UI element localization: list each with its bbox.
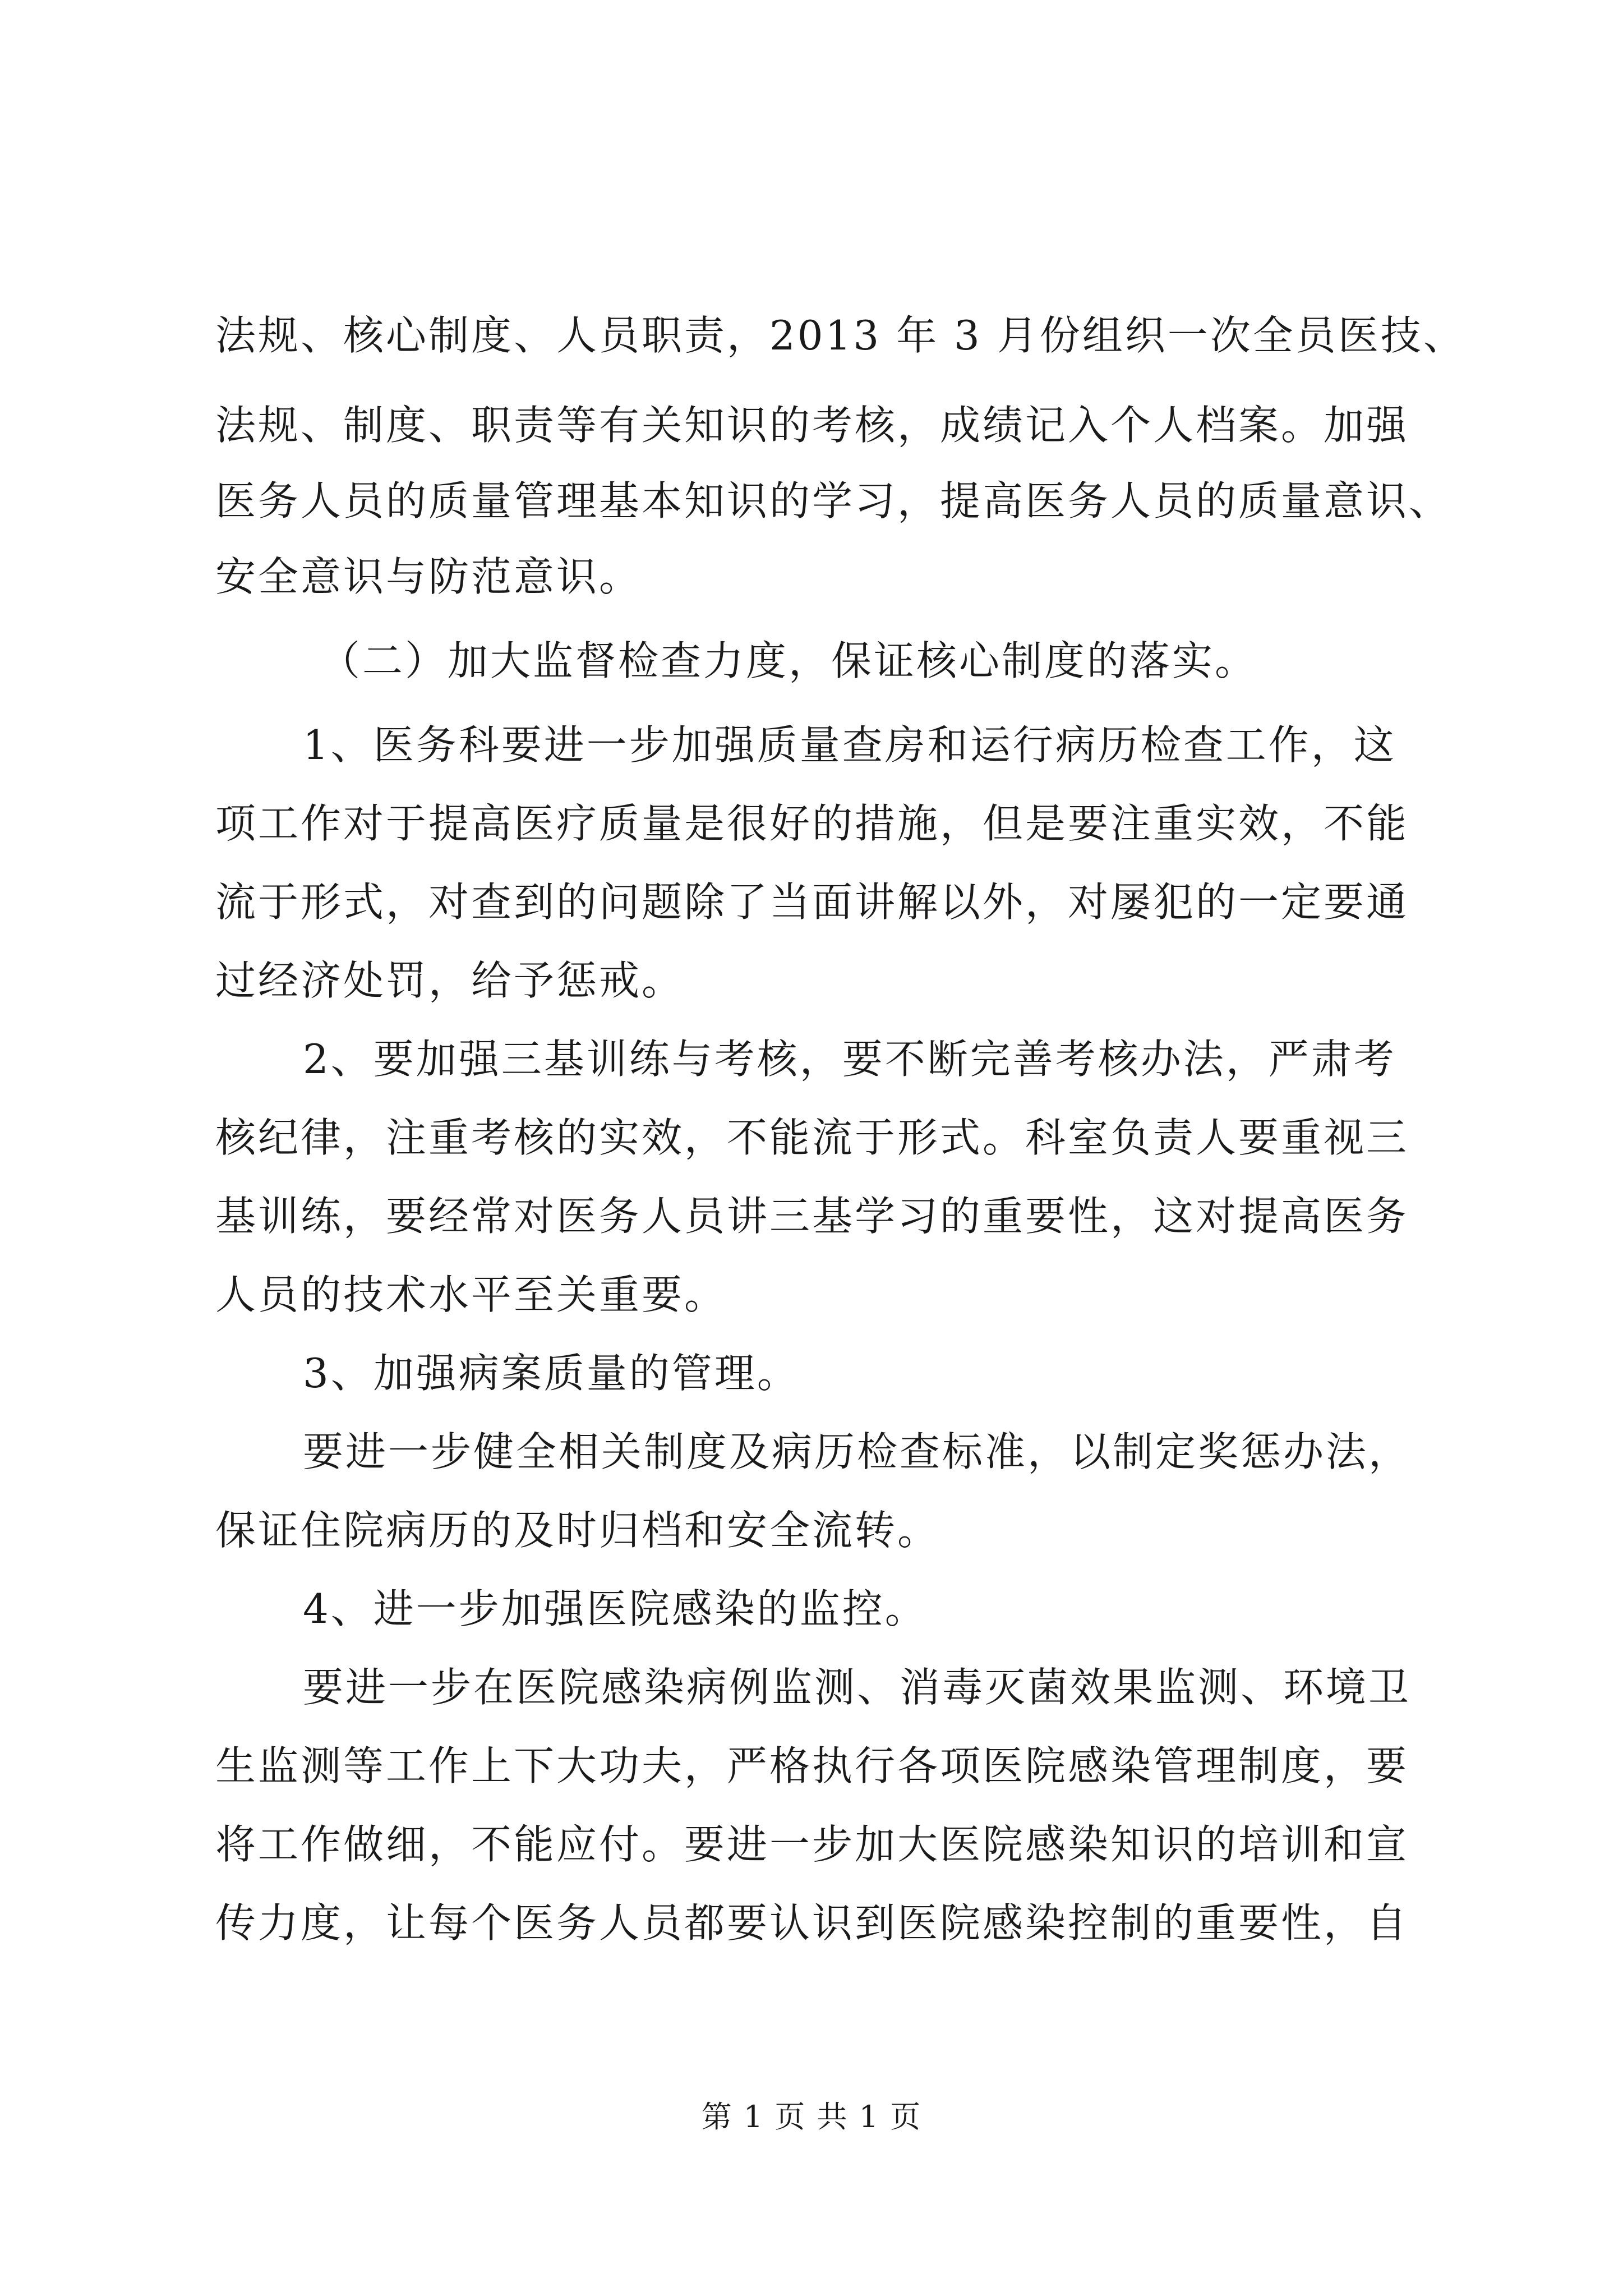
paragraph-line: 2、要加强三基训练与考核，要不断完善考核办法，严肃考 bbox=[303, 1036, 1396, 1083]
paragraph-line: 传力度，让每个医务人员都要认识到医院感染控制的重要性，自 bbox=[215, 1899, 1409, 1947]
paragraph-line: 安全意识与防范意识。 bbox=[215, 553, 642, 600]
paragraph-line: 流于形式，对查到的问题除了当面讲解以外，对屡犯的一定要通 bbox=[215, 878, 1409, 926]
paragraph-line: 医务人员的质量管理基本知识的学习，提高医务人员的质量意识、 bbox=[215, 477, 1452, 524]
section-heading: （二）加大监督检查力度，保证核心制度的落实。 bbox=[320, 637, 1258, 684]
paragraph-line: 基训练，要经常对医务人员讲三基学习的重要性，这对提高医务 bbox=[215, 1193, 1409, 1240]
paragraph-line: 过经济处罚，给予惩戒。 bbox=[215, 957, 685, 1004]
paragraph-line: 保证住院病历的及时归档和安全流转。 bbox=[215, 1507, 940, 1554]
page-footer: 第 1 页 共 1 页 bbox=[701, 2099, 922, 2134]
paragraph-line: 项工作对于提高医疗质量是很好的措施，但是要注重实效，不能 bbox=[215, 800, 1409, 847]
paragraph-line: 要进一步健全相关制度及病历检查标准，以制定奖惩办法， bbox=[303, 1428, 1412, 1475]
paragraph-line: 生监测等工作上下大功夫，严格执行各项医院感染管理制度，要 bbox=[215, 1742, 1409, 1789]
paragraph-line: 核纪律，注重考核的实效，不能流于形式。科室负责人要重视三 bbox=[215, 1114, 1409, 1161]
paragraph-line: 将工作做细，不能应付。要进一步加大医院感染知识的培训和宣 bbox=[215, 1821, 1409, 1868]
paragraph-line: 法规、核心制度、人员职责，2013 年 3 月份组织一次全员医技、 bbox=[215, 312, 1466, 359]
paragraph-line: 1、医务科要进一步加强质量查房和运行病历检查工作，这 bbox=[303, 721, 1396, 769]
paragraph-line: 人员的技术水平至关重要。 bbox=[215, 1271, 727, 1318]
paragraph-line: 法规、制度、职责等有关知识的考核，成绩记入个人档案。加强 bbox=[215, 402, 1409, 449]
paragraph-line: 4、进一步加强医院感染的监控。 bbox=[303, 1585, 928, 1632]
paragraph-line: 3、加强病案质量的管理。 bbox=[303, 1350, 800, 1397]
paragraph-line: 要进一步在医院感染病例监测、消毒灭菌效果监测、环境卫 bbox=[303, 1664, 1412, 1711]
